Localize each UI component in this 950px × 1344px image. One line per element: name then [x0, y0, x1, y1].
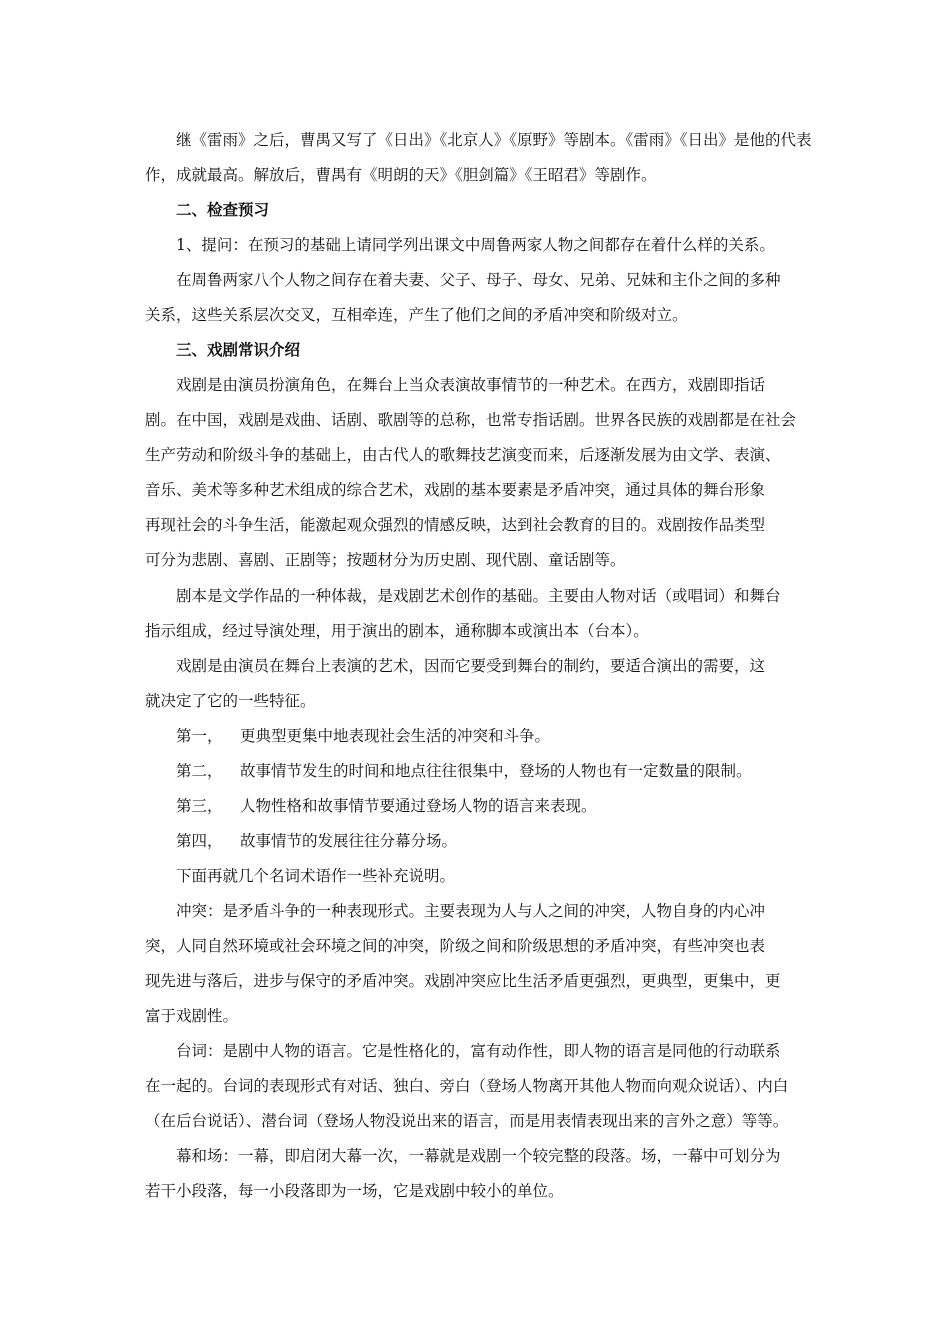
paragraph-line: 若干小段落，每一小段落即为一场，它是戏剧中较小的单位。 [145, 1182, 564, 1200]
paragraph-line: 在一起的。台词的表现形式有对话、独白、旁白（登场人物离开其他人物而向观众说话）、内白 [145, 1077, 789, 1095]
feature-number: 第一， [176, 727, 223, 745]
paragraph-line: 音乐、美术等多种艺术组成的综合艺术，戏剧的基本要素是矛盾冲突，通过具体的舞台形象 [145, 481, 766, 499]
feature-number: 第二， [176, 762, 223, 780]
paragraph-line: 就决定了它的一些特征。 [145, 692, 316, 710]
paragraph-line: 剧。在中国，戏剧是戏曲、话剧、歌剧等的总称，也常专指话剧。世界各民族的戏剧都是在社会 [145, 411, 797, 429]
paragraph-line: （在后台说话）、潜台词（登场人物没说出来的语言，而是用表情表现出来的言外之意）等等。 [145, 1112, 789, 1130]
section-heading: 二、检查预习 [176, 200, 270, 219]
paragraph-line: 戏剧是由演员在舞台上表演的艺术，因而它要受到舞台的制约，要适合演出的需要，这 [176, 657, 766, 675]
paragraph-line: 突，人同自然环境或社会环境之间的冲突，阶级之间和阶级思想的矛盾冲突，有些冲突也表 [145, 937, 766, 955]
paragraph-line: 关系，这些关系层次交叉，互相牵连，产生了他们之间的矛盾冲突和阶级对立。 [145, 306, 688, 324]
feature-number: 第四， [176, 832, 223, 850]
feature-item [0, 829, 950, 849]
paragraph-line: 作，成就最高。解放后，曹禺有《明朗的天》《胆剑篇》《王昭君》等剧作。 [145, 166, 657, 184]
paragraph-line: 可分为悲剧、喜剧、正剧等；按题材分为历史剧、现代剧、童话剧等。 [145, 551, 626, 569]
paragraph-line: 指示组成，经过导演处理，用于演出的剧本，通称脚本或演出本（台本）。 [145, 622, 649, 640]
feature-item [0, 724, 950, 744]
feature-item [0, 759, 950, 779]
feature-text: 更典型更集中地表现社会生活的冲突和斗争。 [240, 727, 551, 745]
feature-item [0, 794, 950, 814]
paragraph-line: 生产劳动和阶级斗争的基础上，由古代人的歌舞技艺演变而来，后逐渐发展为由文学、表演、 [145, 446, 781, 464]
paragraph-line: 冲突：是矛盾斗争的一种表现形式。主要表现为人与人之间的冲突，人物自身的内心冲 [176, 902, 766, 920]
feature-text: 人物性格和故事情节要通过登场人物的语言来表现。 [240, 797, 597, 815]
paragraph-line: 剧本是文学作品的一种体裁，是戏剧艺术创作的基础。主要由人物对话（或唱词）和舞台 [176, 587, 781, 605]
paragraph-line: 1、提问：在预习的基础上请同学列出课文中周鲁两家人物之间都存在着什么样的关系。 [176, 236, 775, 254]
paragraph-line: 继《雷雨》之后，曹禺又写了《日出》《北京人》《原野》等剧本。《雷雨》《日出》是他的代表 [176, 131, 812, 149]
paragraph-line: 下面再就几个名词术语作一些补充说明。 [176, 867, 456, 885]
paragraph-line: 戏剧是由演员扮演角色，在舞台上当众表演故事情节的一种艺术。在西方，戏剧即指话 [176, 376, 766, 394]
paragraph-line: 幕和场：一幕，即启闭大幕一次，一幕就是戏剧一个较完整的段落。场，一幕中可划分为 [176, 1147, 781, 1165]
paragraph-line: 再现社会的斗争生活，能激起观众强烈的情感反映，达到社会教育的目的。戏剧按作品类型 [145, 516, 766, 534]
paragraph-line: 台词：是剧中人物的语言。它是性格化的，富有动作性，即人物的语言是同他的行动联系 [176, 1042, 781, 1060]
section-heading: 三、戏剧常识介绍 [176, 340, 301, 359]
paragraph-line: 富于戏剧性。 [145, 1007, 239, 1025]
feature-text: 故事情节的发展往往分幕分场。 [240, 832, 458, 850]
feature-text: 故事情节发生的时间和地点往往很集中，登场的人物也有一定数量的限制。 [240, 762, 752, 780]
paragraph-line: 现先进与落后，进步与保守的矛盾冲突。戏剧冲突应比生活矛盾更强烈，更典型，更集中，更 [145, 972, 781, 990]
paragraph-line: 在周鲁两家八个人物之间存在着夫妻、父子、母子、母女、兄弟、兄妹和主仆之间的多种 [176, 271, 781, 289]
feature-number: 第三， [176, 797, 223, 815]
